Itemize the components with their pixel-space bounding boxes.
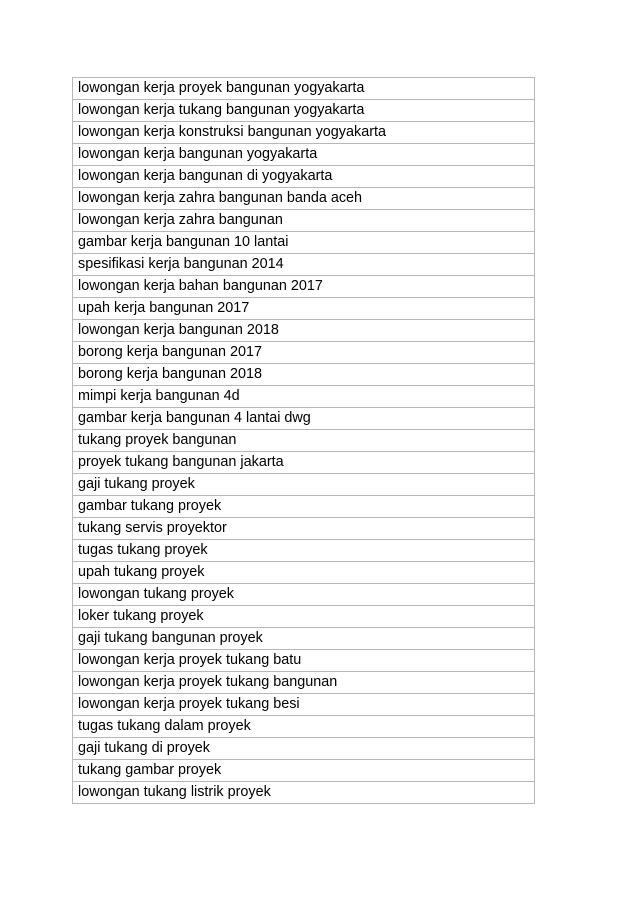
- table-row: [73, 716, 535, 738]
- table-row: [73, 342, 535, 364]
- table-cell: tugas tukang proyek: [73, 540, 535, 562]
- table-cell: lowongan kerja bangunan 2018: [73, 320, 535, 342]
- table-row: [73, 562, 535, 584]
- table-row: [73, 606, 535, 628]
- table-cell: lowongan kerja bangunan di yogyakarta: [73, 166, 535, 188]
- table-cell: tukang proyek bangunan: [73, 430, 535, 452]
- table-row: [73, 474, 535, 496]
- table-row: [73, 276, 535, 298]
- table-row: [73, 540, 535, 562]
- table-row: [73, 100, 535, 122]
- table-cell: tukang servis proyektor: [73, 518, 535, 540]
- keyword-table: [72, 77, 535, 804]
- table-cell: lowongan kerja bahan bangunan 2017: [73, 276, 535, 298]
- table-row: [73, 694, 535, 716]
- table-row: [73, 408, 535, 430]
- table-cell: lowongan kerja proyek tukang besi: [73, 694, 535, 716]
- table-row: [73, 298, 535, 320]
- table-cell: lowongan kerja zahra bangunan: [73, 210, 535, 232]
- table-cell: gambar tukang proyek: [73, 496, 535, 518]
- table-cell: tukang gambar proyek: [73, 760, 535, 782]
- table-row: [73, 144, 535, 166]
- table-row: [73, 78, 535, 100]
- table-row: [73, 232, 535, 254]
- table-cell: mimpi kerja bangunan 4d: [73, 386, 535, 408]
- table-row: [73, 628, 535, 650]
- table-cell: gambar kerja bangunan 4 lantai dwg: [73, 408, 535, 430]
- table-cell: borong kerja bangunan 2017: [73, 342, 535, 364]
- table-cell: borong kerja bangunan 2018: [73, 364, 535, 386]
- table-row: [73, 452, 535, 474]
- table-cell: gaji tukang proyek: [73, 474, 535, 496]
- table-cell: lowongan kerja proyek tukang batu: [73, 650, 535, 672]
- table-cell: proyek tukang bangunan jakarta: [73, 452, 535, 474]
- table-cell: lowongan tukang listrik proyek: [73, 782, 535, 804]
- table-cell: gaji tukang di proyek: [73, 738, 535, 760]
- table-row: [73, 364, 535, 386]
- table-cell: lowongan kerja tukang bangunan yogyakarta: [73, 100, 535, 122]
- table-cell: tugas tukang dalam proyek: [73, 716, 535, 738]
- table-cell: lowongan kerja konstruksi bangunan yogyakarta: [73, 122, 535, 144]
- table-row: [73, 518, 535, 540]
- table-cell: gaji tukang bangunan proyek: [73, 628, 535, 650]
- table-row: [73, 386, 535, 408]
- table-row: [73, 650, 535, 672]
- table-cell: lowongan kerja proyek tukang bangunan: [73, 672, 535, 694]
- table-cell: lowongan kerja bangunan yogyakarta: [73, 144, 535, 166]
- table-cell: upah kerja bangunan 2017: [73, 298, 535, 320]
- table-cell: lowongan kerja proyek bangunan yogyakarta: [73, 78, 535, 100]
- table-row: [73, 210, 535, 232]
- table-cell: upah tukang proyek: [73, 562, 535, 584]
- table-row: [73, 760, 535, 782]
- table-cell: spesifikasi kerja bangunan 2014: [73, 254, 535, 276]
- table-row: [73, 166, 535, 188]
- table-row: [73, 430, 535, 452]
- table-row: [73, 496, 535, 518]
- table-row: [73, 254, 535, 276]
- table-cell: lowongan tukang proyek: [73, 584, 535, 606]
- table-row: [73, 584, 535, 606]
- table-row: [73, 782, 535, 804]
- table-row: [73, 188, 535, 210]
- table-cell: loker tukang proyek: [73, 606, 535, 628]
- table-row: [73, 320, 535, 342]
- table-cell: lowongan kerja zahra bangunan banda aceh: [73, 188, 535, 210]
- table-cell: gambar kerja bangunan 10 lantai: [73, 232, 535, 254]
- table-row: [73, 672, 535, 694]
- table-row: [73, 122, 535, 144]
- table-row: [73, 738, 535, 760]
